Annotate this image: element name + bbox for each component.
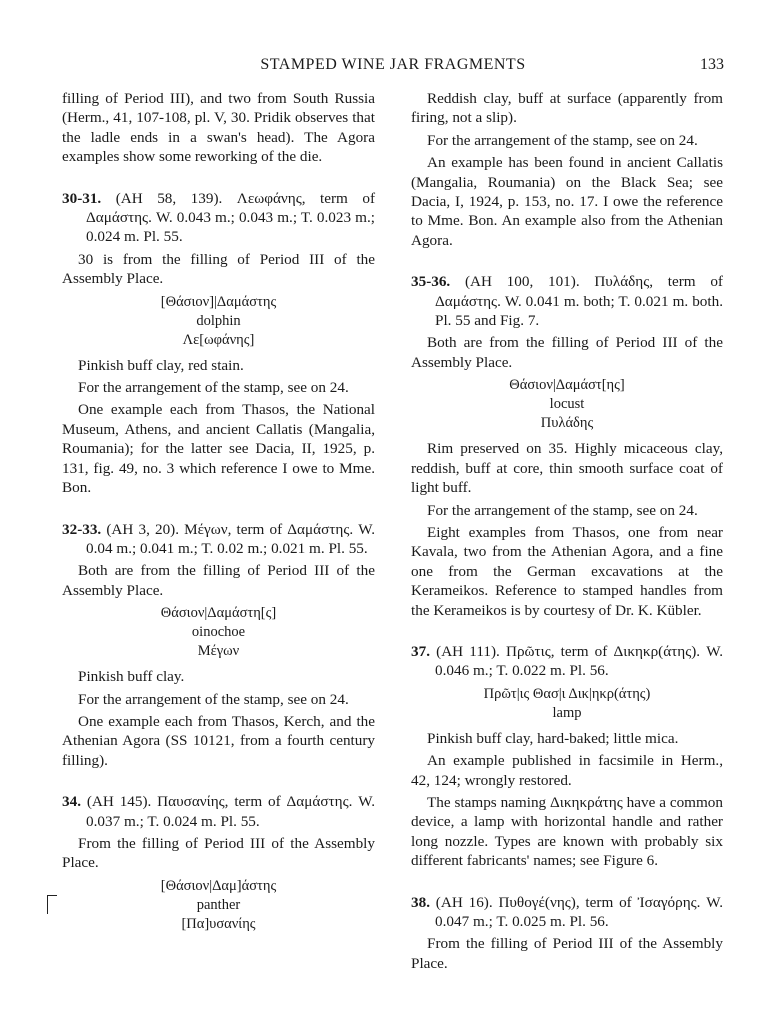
left-column xyxy=(62,89,375,940)
stamp-line: [Θάσιον|Δαμ]άστης xyxy=(160,877,277,894)
stamp-line: [Θάσιον]|Δαμάστης xyxy=(160,293,277,310)
paragraph: The stamps naming Δικηκράτης have a common device, a lamp with horizontal handle and rather long nozzle. Types are known with probably six different fabricants' names; see Figure 6. xyxy=(411,793,723,870)
paragraph: Pinkish buff clay, red stain. xyxy=(78,356,244,374)
running-header xyxy=(62,56,724,80)
stamp-line: Πρῶτ|ις Θασ|ι Δικ|ηκρ(άτης) xyxy=(483,685,651,702)
entry-heading: (AH 145). Παυσανίης, term of Δαμάστης. W. 0.037 m.; T. 0.024 m. Pl. 55. xyxy=(80,793,375,830)
stamp-device: locust xyxy=(549,396,585,413)
paragraph: Pinkish buff clay, hard-baked; little mica. xyxy=(427,729,679,747)
margin-bracket-mark xyxy=(47,895,57,914)
stamp-line: Πυλάδης xyxy=(540,415,594,432)
paragraph: Both are from the filling of Period III of the Assembly Place. xyxy=(411,334,723,371)
stamp-line: Λε[ωφάνης] xyxy=(182,331,255,348)
paragraph: From the filling of Period III of the Assembly Place. xyxy=(411,935,723,972)
stamp-line: Θάσιον|Δαμάστ[ης] xyxy=(509,377,625,394)
paragraph: One example each from Thasos, Kerch, and the Athenian Agora (SS 10121, from a fourth century filling). xyxy=(62,712,375,769)
catalog-entry-30-31 xyxy=(62,189,375,247)
catalog-entry-37 xyxy=(411,642,723,681)
catalog-entry-35-36 xyxy=(411,272,723,330)
paragraph: Eight examples from Thasos, one from near Kavala, two from the Athenian Agora, and a fine one from the German excavations at the Kerameikos. Reference to stamped handles from the Kerameikos is by courtesy of Dr. K. Kübler. xyxy=(411,523,723,619)
entry-heading: (AH 3, 20). Μέγων, term of Δαμάστης. W. 0.04 m.; 0.041 m.; T. 0.02 m.; 0.021 m. Pl. 55. xyxy=(86,520,375,557)
paragraph: An example has been found in ancient Callatis (Mangalia, Roumania) on the Black Sea; see Dacia, I, 1924, p. 153, no. 17. I owe the reference to Mme. Bon. An example also from the Athenian Agora. xyxy=(411,154,723,249)
page-number: 133 xyxy=(700,56,724,73)
stamp-inscription xyxy=(62,293,375,350)
stamp-device: lamp xyxy=(552,704,582,721)
paragraph: Both are from the filling of Period III of the Assembly Place. xyxy=(62,562,375,599)
stamp-device: panther xyxy=(196,896,241,913)
running-title: STAMPED WINE JAR FRAGMENTS xyxy=(260,56,526,73)
stamp-inscription xyxy=(411,685,723,723)
paragraph: For the arrangement of the stamp, see on 24. xyxy=(427,131,698,149)
stamp-line: [Πα]υσανίης xyxy=(181,915,256,932)
paragraph: Rim preserved on 35. Highly micaceous clay, reddish, buff at core, thin smooth surface coat of light buff. xyxy=(411,440,723,497)
paragraph: 30 is from the filling of Period III of the Assembly Place. xyxy=(62,250,375,288)
paragraph: For the arrangement of the stamp, see on 24. xyxy=(427,501,698,519)
entry-number: 37. xyxy=(411,642,430,660)
stamp-inscription xyxy=(62,604,375,661)
catalog-entry-32-33 xyxy=(62,520,375,559)
paragraph: One example each from Thasos, the National Museum, Athens, and ancient Callatis (Mangalia, Roumania); for the latter see Dacia, II, 1925, p. 131, fig. 49, no. 3 which reference I owe to Mme. Bon. xyxy=(62,401,375,497)
paragraph: filling of Period III), and two from South Russia (Herm., 41, 107-108, pl. V, 30. Pridik observes that the ladle ends in a swan's head). The Agora examples show some reworking of the die. xyxy=(62,90,375,166)
stamp-device: oinochoe xyxy=(191,624,246,641)
stamp-inscription xyxy=(411,376,723,433)
entry-number: 32-33. xyxy=(62,520,102,538)
entry-number: 34. xyxy=(62,793,81,811)
stamp-line: Μέγων xyxy=(197,643,240,660)
entry-number: 35-36. xyxy=(411,273,451,291)
stamp-device: dolphin xyxy=(196,312,241,329)
right-column xyxy=(411,89,723,976)
entry-number: 30-31. xyxy=(62,189,102,207)
paragraph: For the arrangement of the stamp, see on 24. xyxy=(78,379,349,397)
paragraph: For the arrangement of the stamp, see on 24. xyxy=(78,690,349,708)
paragraph: Reddish clay, buff at surface (apparently from firing, not a slip). xyxy=(411,90,723,127)
entry-heading: (AH 111). Πρῶτις, term of Δικηκρ(άτης). W. 0.046 m.; T. 0.022 m. Pl. 56. xyxy=(429,642,723,680)
paragraph: Pinkish buff clay. xyxy=(78,668,185,686)
stamp-inscription xyxy=(62,877,375,934)
entry-number: 38. xyxy=(411,893,430,911)
entry-heading: (AH 16). Πυθογέ(νης), term of Ἰσαγόρης. W. 0.047 m.; T. 0.025 m. Pl. 56. xyxy=(429,893,723,930)
catalog-entry-38 xyxy=(411,893,723,932)
stamp-line: Θάσιον|Δαμάστη[ς] xyxy=(160,605,277,622)
paragraph: From the filling of Period III of the Assembly Place. xyxy=(62,834,375,872)
entry-heading: (AH 58, 139). Λεωφάνης, term of Δαμάστης. W. 0.043 m.; 0.043 m.; T. 0.023 m.; 0.024 m. Pl. 55. xyxy=(86,189,375,246)
paragraph: An example published in facsimile in Herm., 42, 124; wrongly restored. xyxy=(411,752,723,789)
catalog-entry-34 xyxy=(62,792,375,831)
entry-heading: (AH 100, 101). Πυλάδης, term of Δαμάστης. W. 0.041 m. both; T. 0.021 m. both. Pl. 55 and Fig. 7. xyxy=(435,273,723,330)
